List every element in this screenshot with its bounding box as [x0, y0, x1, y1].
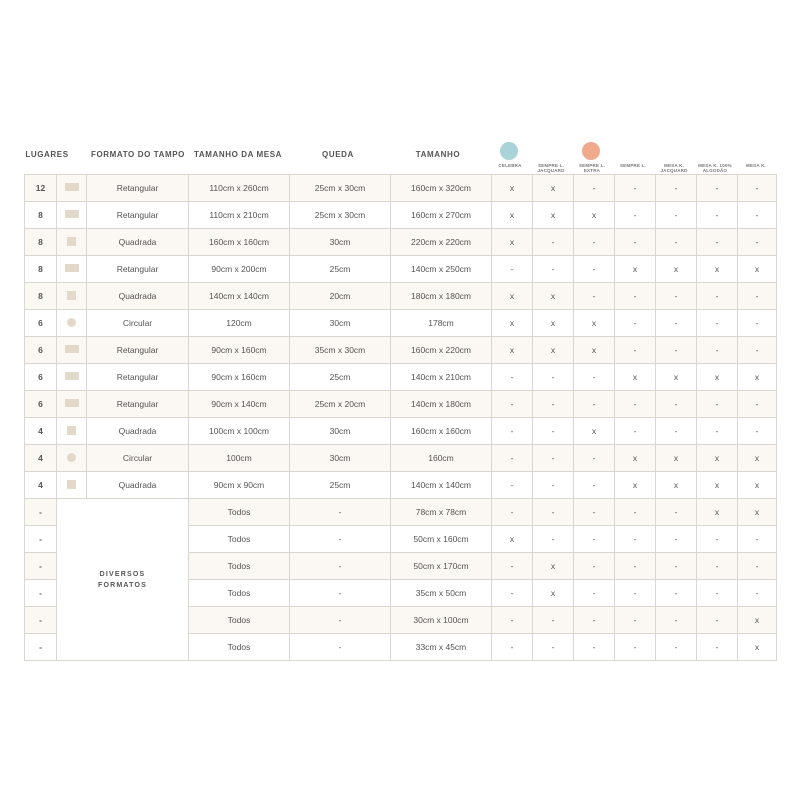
availability-mark: - [492, 256, 533, 283]
availability-mark: - [738, 310, 777, 337]
availability-mark: - [492, 499, 533, 526]
availability-mark: - [656, 634, 697, 661]
mesa-cell: Todos [189, 526, 290, 553]
availability-mark: x [656, 256, 697, 283]
availability-mark: - [738, 553, 777, 580]
rect-shape-icon [65, 372, 79, 380]
tamanho-cell: 50cm x 170cm [391, 553, 492, 580]
availability-mark: x [615, 445, 656, 472]
queda-cell: - [290, 526, 391, 553]
availability-mark: - [615, 337, 656, 364]
availability-mark: - [656, 283, 697, 310]
size-table [24, 174, 777, 661]
availability-mark: x [738, 445, 777, 472]
availability-mark: - [533, 634, 574, 661]
shape-cell [57, 175, 87, 202]
shape-cell [57, 283, 87, 310]
rect-shape-icon [65, 264, 79, 272]
queda-cell: 25cm x 30cm [290, 202, 391, 229]
availability-mark: - [574, 553, 615, 580]
lugares-cell: 8 [25, 229, 57, 256]
header-lugares: LUGARES [25, 149, 69, 159]
availability-mark: - [738, 175, 777, 202]
availability-mark: - [697, 634, 738, 661]
lugares-cell: - [25, 526, 57, 553]
table-row [25, 391, 777, 418]
availability-mark: - [656, 553, 697, 580]
tamanho-cell: 33cm x 45cm [391, 634, 492, 661]
tamanho-cell: 30cm x 100cm [391, 607, 492, 634]
circle-shape-icon [67, 318, 76, 327]
availability-mark: x [697, 472, 738, 499]
tamanho-cell: 140cm x 140cm [391, 472, 492, 499]
square-shape-icon [67, 237, 76, 246]
shape-cell [57, 364, 87, 391]
sempre-extra-logo-icon [582, 142, 600, 160]
lugares-cell: 8 [25, 202, 57, 229]
availability-mark: - [697, 337, 738, 364]
header-tamanho-mesa: TAMANHO DA MESA [193, 149, 283, 159]
queda-cell: - [290, 580, 391, 607]
lugares-cell: 6 [25, 310, 57, 337]
mesa-cell: 100cm [189, 445, 290, 472]
lugares-cell: 6 [25, 364, 57, 391]
availability-mark: - [656, 310, 697, 337]
availability-mark: - [533, 391, 574, 418]
availability-mark: - [615, 202, 656, 229]
availability-mark: - [574, 445, 615, 472]
square-shape-icon [67, 480, 76, 489]
availability-mark: - [492, 607, 533, 634]
availability-mark: x [533, 283, 574, 310]
availability-mark: x [492, 175, 533, 202]
availability-mark: - [697, 310, 738, 337]
formato-cell: Quadrada [87, 283, 189, 310]
square-shape-icon [67, 426, 76, 435]
availability-mark: - [656, 337, 697, 364]
availability-mark: x [533, 310, 574, 337]
availability-mark: x [697, 364, 738, 391]
availability-mark: - [492, 364, 533, 391]
availability-mark: - [656, 202, 697, 229]
shape-cell [57, 310, 87, 337]
availability-mark: - [492, 553, 533, 580]
availability-mark: - [574, 175, 615, 202]
queda-cell: 25cm [290, 256, 391, 283]
availability-mark: - [697, 175, 738, 202]
availability-mark: x [738, 607, 777, 634]
availability-mark: - [533, 445, 574, 472]
availability-mark: x [533, 553, 574, 580]
merged-label-line2: FORMATOS [97, 581, 147, 589]
availability-mark: x [492, 526, 533, 553]
mesa-cell: Todos [189, 607, 290, 634]
mesa-cell: 120cm [189, 310, 290, 337]
mesa-cell: Todos [189, 499, 290, 526]
availability-mark: - [615, 310, 656, 337]
availability-mark: - [738, 526, 777, 553]
availability-mark: - [738, 202, 777, 229]
availability-mark: x [738, 634, 777, 661]
mesa-cell: 90cm x 140cm [189, 391, 290, 418]
queda-cell: 25cm [290, 364, 391, 391]
availability-mark: - [492, 418, 533, 445]
availability-mark: x [697, 256, 738, 283]
queda-cell: 25cm x 30cm [290, 175, 391, 202]
availability-mark: x [533, 175, 574, 202]
queda-cell: 30cm [290, 418, 391, 445]
availability-mark: x [656, 472, 697, 499]
mesa-cell: 90cm x 200cm [189, 256, 290, 283]
queda-cell: 25cm [290, 472, 391, 499]
table-row [25, 364, 777, 391]
availability-mark: - [738, 229, 777, 256]
queda-cell: 30cm [290, 310, 391, 337]
availability-mark: - [615, 418, 656, 445]
table-row [25, 337, 777, 364]
availability-mark: - [697, 229, 738, 256]
table-row [25, 499, 777, 526]
availability-mark: - [615, 391, 656, 418]
availability-mark: - [492, 472, 533, 499]
mesa-cell: Todos [189, 634, 290, 661]
availability-mark: - [492, 445, 533, 472]
lugares-cell: 6 [25, 391, 57, 418]
availability-mark: - [697, 391, 738, 418]
availability-mark: - [656, 391, 697, 418]
availability-mark: - [492, 580, 533, 607]
availability-mark: - [656, 499, 697, 526]
queda-cell: 30cm [290, 445, 391, 472]
availability-mark: x [738, 472, 777, 499]
formato-cell: Quadrada [87, 418, 189, 445]
availability-mark: - [656, 580, 697, 607]
availability-mark: - [533, 472, 574, 499]
lugares-cell: - [25, 580, 57, 607]
queda-cell: - [290, 499, 391, 526]
tamanho-cell: 180cm x 180cm [391, 283, 492, 310]
circle-shape-icon [67, 453, 76, 462]
shape-cell [57, 472, 87, 499]
formato-cell: Circular [87, 310, 189, 337]
availability-mark: - [697, 202, 738, 229]
queda-cell: - [290, 553, 391, 580]
availability-mark: - [574, 229, 615, 256]
availability-mark: - [533, 526, 574, 553]
lugares-cell: 12 [25, 175, 57, 202]
availability-mark: x [656, 445, 697, 472]
availability-mark: - [738, 337, 777, 364]
availability-mark: - [574, 580, 615, 607]
availability-mark: - [697, 526, 738, 553]
availability-mark: - [697, 607, 738, 634]
shape-cell [57, 202, 87, 229]
lugares-cell: 8 [25, 256, 57, 283]
mesa-cell: 90cm x 90cm [189, 472, 290, 499]
tamanho-cell: 160cm [391, 445, 492, 472]
mesa-cell: 110cm x 210cm [189, 202, 290, 229]
availability-mark: - [656, 418, 697, 445]
formato-cell: Retangular [87, 364, 189, 391]
availability-mark: x [615, 256, 656, 283]
availability-mark: - [615, 526, 656, 553]
availability-mark: - [656, 526, 697, 553]
tamanho-cell: 35cm x 50cm [391, 580, 492, 607]
availability-mark: - [656, 175, 697, 202]
availability-mark: - [615, 607, 656, 634]
rect-shape-icon [65, 345, 79, 353]
lugares-cell: - [25, 553, 57, 580]
merged-label-line1: DIVERSOS [99, 570, 146, 578]
header-product-sempre: SEMPRE L. [619, 163, 647, 168]
queda-cell: 25cm x 20cm [290, 391, 391, 418]
availability-mark: - [697, 553, 738, 580]
tamanho-cell: 160cm x 320cm [391, 175, 492, 202]
availability-mark: - [533, 256, 574, 283]
tamanho-cell: 50cm x 160cm [391, 526, 492, 553]
mesa-cell: 140cm x 140cm [189, 283, 290, 310]
lugares-cell: - [25, 607, 57, 634]
availability-mark: - [738, 391, 777, 418]
table-row [25, 418, 777, 445]
mesa-cell: Todos [189, 580, 290, 607]
tamanho-cell: 140cm x 210cm [391, 364, 492, 391]
lugares-cell: 4 [25, 472, 57, 499]
celebra-logo-icon [500, 142, 518, 160]
availability-mark: - [533, 499, 574, 526]
availability-mark: - [738, 418, 777, 445]
shape-cell [57, 256, 87, 283]
availability-mark: - [738, 283, 777, 310]
availability-mark: - [574, 256, 615, 283]
lugares-cell: 4 [25, 418, 57, 445]
formato-cell: Quadrada [87, 229, 189, 256]
table-row [25, 175, 777, 202]
diversos-formatos-cell [57, 499, 189, 661]
availability-mark: x [492, 283, 533, 310]
lugares-cell: 6 [25, 337, 57, 364]
formato-cell: Retangular [87, 175, 189, 202]
tamanho-cell: 140cm x 180cm [391, 391, 492, 418]
availability-mark: - [574, 472, 615, 499]
availability-mark: - [574, 607, 615, 634]
availability-mark: - [615, 283, 656, 310]
tamanho-cell: 178cm [391, 310, 492, 337]
tamanho-cell: 220cm x 220cm [391, 229, 492, 256]
mesa-cell: 90cm x 160cm [189, 337, 290, 364]
availability-mark: x [533, 202, 574, 229]
tamanho-cell: 160cm x 220cm [391, 337, 492, 364]
queda-cell: - [290, 607, 391, 634]
availability-mark: - [615, 553, 656, 580]
shape-cell [57, 418, 87, 445]
availability-mark: x [656, 364, 697, 391]
table-row [25, 310, 777, 337]
tamanho-cell: 160cm x 160cm [391, 418, 492, 445]
formato-cell: Retangular [87, 337, 189, 364]
availability-mark: - [615, 634, 656, 661]
rect-shape-icon [65, 183, 79, 191]
availability-mark: x [738, 256, 777, 283]
availability-mark: x [492, 310, 533, 337]
header-product-sempre-extra: SEMPRE L. EXTRA [578, 163, 606, 173]
table-row [25, 202, 777, 229]
availability-mark: - [574, 634, 615, 661]
tamanho-cell: 160cm x 270cm [391, 202, 492, 229]
square-shape-icon [67, 291, 76, 300]
formato-cell: Quadrada [87, 472, 189, 499]
availability-mark: - [738, 580, 777, 607]
table-row [25, 229, 777, 256]
availability-mark: - [533, 418, 574, 445]
availability-mark: x [697, 445, 738, 472]
mesa-cell: 110cm x 260cm [189, 175, 290, 202]
table-row [25, 472, 777, 499]
mesa-cell: Todos [189, 553, 290, 580]
header-product-mesa-algodao: MESA K. 100% ALGODÃO [698, 163, 732, 173]
availability-mark: - [492, 391, 533, 418]
table-row [25, 256, 777, 283]
availability-mark: - [574, 526, 615, 553]
tamanho-cell: 78cm x 78cm [391, 499, 492, 526]
availability-mark: x [574, 202, 615, 229]
availability-mark: x [697, 499, 738, 526]
header-tamanho: TAMANHO [415, 149, 461, 159]
formato-cell: Circular [87, 445, 189, 472]
availability-mark: x [574, 337, 615, 364]
mesa-cell: 160cm x 160cm [189, 229, 290, 256]
formato-cell: Retangular [87, 391, 189, 418]
table-row [25, 283, 777, 310]
availability-mark: x [574, 418, 615, 445]
availability-mark: x [615, 364, 656, 391]
tamanho-cell: 140cm x 250cm [391, 256, 492, 283]
shape-cell [57, 229, 87, 256]
availability-mark: - [533, 607, 574, 634]
formato-cell: Retangular [87, 256, 189, 283]
header-product-celebra: CELEBRA [498, 163, 522, 168]
shape-cell [57, 337, 87, 364]
availability-mark: - [574, 283, 615, 310]
rect-shape-icon [65, 399, 79, 407]
formato-cell: Retangular [87, 202, 189, 229]
header-product-mesa: MESA K. [746, 163, 766, 168]
availability-mark: - [574, 364, 615, 391]
availability-mark: - [574, 391, 615, 418]
availability-mark: - [656, 607, 697, 634]
availability-mark: - [533, 229, 574, 256]
mesa-cell: 100cm x 100cm [189, 418, 290, 445]
rect-shape-icon [65, 210, 79, 218]
lugares-cell: - [25, 634, 57, 661]
lugares-cell: 8 [25, 283, 57, 310]
table-row [25, 445, 777, 472]
availability-mark: - [697, 580, 738, 607]
availability-mark: - [697, 418, 738, 445]
shape-cell [57, 391, 87, 418]
mesa-cell: 90cm x 160cm [189, 364, 290, 391]
lugares-cell: 4 [25, 445, 57, 472]
availability-mark: x [492, 337, 533, 364]
queda-cell: 20cm [290, 283, 391, 310]
availability-mark: - [615, 499, 656, 526]
availability-mark: x [738, 364, 777, 391]
availability-mark: - [615, 175, 656, 202]
queda-cell: - [290, 634, 391, 661]
availability-mark: x [738, 499, 777, 526]
shape-cell [57, 445, 87, 472]
availability-mark: - [533, 364, 574, 391]
availability-mark: - [492, 634, 533, 661]
availability-mark: - [615, 229, 656, 256]
queda-cell: 30cm [290, 229, 391, 256]
availability-mark: x [533, 337, 574, 364]
availability-mark: x [492, 202, 533, 229]
queda-cell: 35cm x 30cm [290, 337, 391, 364]
header-product-mesa-jacquard: MESA K. JACQUARD [660, 163, 688, 173]
header-queda: QUEDA [322, 149, 354, 159]
availability-mark: x [574, 310, 615, 337]
lugares-cell: - [25, 499, 57, 526]
availability-mark: x [533, 580, 574, 607]
availability-mark: x [615, 472, 656, 499]
header-product-sempre-jacquard: SEMPRE L. JACQUARD [537, 163, 565, 173]
availability-mark: - [656, 229, 697, 256]
availability-mark: - [615, 580, 656, 607]
availability-mark: - [697, 283, 738, 310]
availability-mark: x [492, 229, 533, 256]
availability-mark: - [574, 499, 615, 526]
header-formato: FORMATO DO TAMPO [90, 149, 186, 159]
